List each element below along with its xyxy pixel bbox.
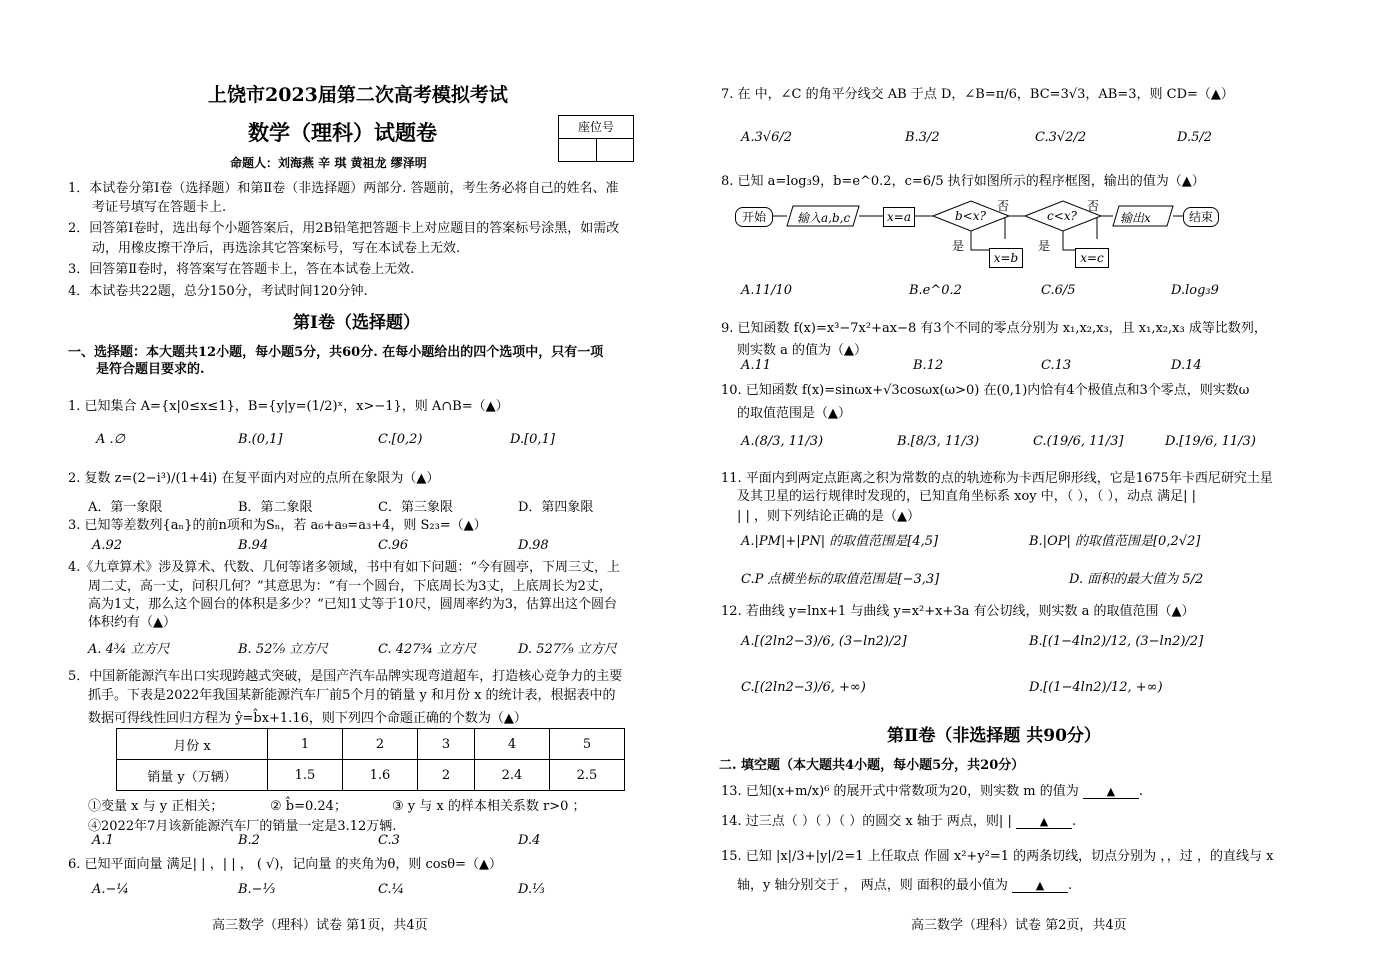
flow-output: 输出x bbox=[1120, 211, 1151, 225]
flow-no-1: 否 bbox=[997, 199, 1010, 213]
exam-title: 上饶市2023届第二次高考模拟考试 bbox=[208, 84, 508, 106]
q5-prop2: ② b̂=0.24； bbox=[270, 799, 347, 814]
seat-label: 座位号 bbox=[559, 116, 633, 139]
part2-instr: 二. 填空题（本大题共4小题，每小题5分，共20分） bbox=[719, 758, 1025, 773]
footer-left: 高三数学（理科）试卷 第1页，共4页 bbox=[212, 918, 428, 933]
q7-stem: 7. 在 中，∠C 的角平分线交 AB 于点 D，∠B=π/6，BC=3√3，AB=3，则 CD=（▲） bbox=[721, 87, 1234, 102]
q5-opt-c: C.3 bbox=[378, 833, 400, 848]
month-cell: 3 bbox=[418, 729, 475, 760]
q7-opt-b: B.3/2 bbox=[905, 130, 940, 145]
month-cell: 1 bbox=[268, 729, 343, 760]
q9-opt-c: C.13 bbox=[1041, 358, 1072, 373]
q10-line2: 的取值范围是（▲） bbox=[737, 406, 851, 421]
authors: 命题人：刘海燕 辛 琪 黄祖龙 缪泽明 bbox=[230, 156, 427, 170]
q4-line1: 4.《九章算术》涉及算术、代数、几何等诸多领域，书中有如下问题：“今有圆亭，下周三丈，上 bbox=[68, 560, 621, 575]
flow-no-2: 否 bbox=[1087, 199, 1100, 213]
flow-yes-1: 是 bbox=[952, 239, 965, 253]
q4-opt-a: A. 4¾ 立方尺 bbox=[88, 642, 170, 657]
q6-opt-c: C.¼ bbox=[378, 882, 405, 897]
q1-opt-a: A .∅ bbox=[96, 432, 125, 447]
q5-prop3: ③ y 与 x 的样本相关系数 r>0 ； bbox=[392, 799, 586, 814]
q12-opt-c: C.[(2ln2−3)/6, +∞) bbox=[741, 680, 866, 695]
sales-cell: 2.4 bbox=[475, 760, 550, 791]
q12-opt-b: B.[(1−4ln2)/12, (3−ln2)/2] bbox=[1029, 634, 1204, 649]
q14-end: . bbox=[1071, 814, 1077, 829]
flow-yes-2: 是 bbox=[1038, 239, 1051, 253]
q14-stem: 14. 过三点（ ）（ ）（ ）的圆交 x 轴于 两点，则| | bbox=[721, 814, 1012, 829]
q4-line3: 高为1丈，那么这个圆台的体积是多少？”已知1丈等于10尺，圆周率约为3，估算出这个圆台 bbox=[88, 597, 618, 612]
q1-opt-c: C.[0,2) bbox=[378, 432, 423, 447]
q10-opt-d: D.[19/6, 11/3) bbox=[1165, 434, 1256, 449]
q11-opt-b: B.|OP| 的取值范围是[0,2√2] bbox=[1029, 534, 1201, 549]
q5-opt-d: D.4 bbox=[518, 833, 541, 848]
sales-cell: 2 bbox=[418, 760, 475, 791]
q12-opt-a: A.[(2ln2−3)/6, (3−ln2)/2] bbox=[741, 634, 907, 649]
q15-line1: 15. 已知 |x|/3+|y|/2=1 上任取点 作圆 x²+y²=1 的两条切线，切点分别为 ，，过 ，的直线与 x bbox=[721, 849, 1274, 864]
q8-opt-a: A.11/10 bbox=[741, 283, 792, 298]
q12-stem: 12. 若曲线 y=lnx+1 与曲线 y=x²+x+3a 有公切线，则实数 a 的取值范围（▲） bbox=[721, 604, 1195, 619]
q9-line2: 则实数 a 的值为（▲） bbox=[737, 343, 868, 358]
q5-opt-a: A.1 bbox=[92, 833, 114, 848]
flow-input: 输入a,b,c bbox=[797, 211, 851, 225]
q5-opt-b: B.2 bbox=[238, 833, 260, 848]
q15-end: . bbox=[1068, 878, 1073, 893]
q8-opt-d: D.log₃9 bbox=[1171, 283, 1219, 298]
part2-title: 第Ⅱ卷（非选择题 共90分） bbox=[887, 726, 1101, 746]
month-header: 月份 x bbox=[117, 729, 268, 760]
q6-opt-b: B.−⅓ bbox=[238, 882, 276, 897]
flow-set-c: x=c bbox=[1075, 248, 1109, 268]
q9-line1: 9. 已知函数 f(x)=x³−7x²+ax−8 有3个不同的零点分别为 x₁,x₂,x₃，且 x₁,x₂,x₃ 成等比数列， bbox=[721, 321, 1267, 336]
q5-line2: 抓手。下表是2022年我国某新能源汽车厂前5个月的销量 y 和月份 x 的统计表，根据表中的 bbox=[88, 688, 616, 703]
flow-set-b: x=b bbox=[989, 248, 1023, 268]
part1-instr1: 一、选择题：本大题共12小题，每小题5分，共60分. 在每小题给出的四个选项中，只有一项 bbox=[68, 345, 604, 360]
sales-header: 销量 y（万辆） bbox=[117, 760, 268, 791]
q5-line3: 数据可得线性回归方程为 ŷ=b̂x+1.16，则下列四个命题正确的个数为（▲） bbox=[88, 711, 527, 726]
q11-line3: | | ，则下列结论正确的是（▲） bbox=[737, 509, 921, 524]
q13-stem: 13. 已知(x+m/x)⁶ 的展开式中常数项为20，则实数 m 的值为 bbox=[721, 784, 1079, 799]
q6-opt-a: A.−¼ bbox=[92, 882, 130, 897]
paper-title: 数学（理科）试题卷 bbox=[248, 120, 437, 145]
q2-opt-c: C．第三象限 bbox=[378, 500, 453, 515]
q15-line2: 轴，y 轴分别交于 ， 两点，则 面积的最小值为 bbox=[737, 878, 1008, 893]
seat-divider bbox=[596, 139, 597, 161]
table-row bbox=[117, 729, 625, 760]
q2-stem: 2. 复数 z=(2−i³)/(1+4i) 在复平面内对应的点所在象限为（▲） bbox=[68, 471, 440, 486]
note-1b: 考证号填写在答题卡上. bbox=[92, 200, 227, 215]
q5-line1: 5．中国新能源汽车出口实现跨越式突破，是国产汽车品牌实现弯道超车，打造核心竞争力的主要 bbox=[68, 669, 623, 684]
note-2a: 2．回答第Ⅰ卷时，选出每个小题答案后，用2B铅笔把答题卡上对应题目的答案标号涂黑，如需改 bbox=[68, 221, 620, 236]
q11-opt-d: D. 面积的最大值为 5/2 bbox=[1069, 572, 1204, 587]
q15-blank: ▲ bbox=[1012, 879, 1068, 893]
q15-line2-wrap bbox=[737, 874, 1072, 893]
note-1a: 1．本试卷分第Ⅰ卷（选择题）和第Ⅱ卷（非选择题）两部分. 答题前，考生务必将自己的姓名、准 bbox=[68, 181, 619, 196]
sales-cell: 2.5 bbox=[550, 760, 625, 791]
q3-stem: 3. 已知等差数列{aₙ}的前n项和为Sₙ，若 a₆+a₉=a₃+4，则 S₂₃=（▲） bbox=[68, 518, 487, 533]
q11-opt-a: A.|PM|+|PN| 的取值范围是[4,5] bbox=[741, 534, 939, 549]
q3-opt-b: B.94 bbox=[238, 538, 269, 553]
flow-end: 结束 bbox=[1183, 207, 1219, 227]
q11-line1: 11. 平面内到两定点距离之积为常数的点的轨迹称为卡西尼卵形线，它是1675年卡西尼研究土星 bbox=[721, 471, 1273, 486]
q4-line4: 体积约有（▲） bbox=[88, 615, 176, 630]
q11-line2: 及其卫星的运行规律时发现的，已知直角坐标系 xoy 中，（ ），（ ），动点 满足| | bbox=[737, 489, 1197, 504]
note-4: 4．本试卷共22题，总分150分，考试时间120分钟. bbox=[68, 284, 368, 299]
q3-opt-d: D.98 bbox=[518, 538, 549, 553]
q2-opt-d: D．第四象限 bbox=[518, 500, 594, 515]
sales-cell: 1.6 bbox=[343, 760, 418, 791]
note-3: 3．回答第Ⅱ卷时，将答案写在答题卡上，答在本试卷上无效. bbox=[68, 262, 415, 277]
q8-opt-b: B.e^0.2 bbox=[909, 283, 962, 298]
q7-opt-d: D.5/2 bbox=[1177, 130, 1213, 145]
q13 bbox=[721, 780, 1143, 799]
q10-opt-a: A.(8/3, 11/3) bbox=[741, 434, 824, 449]
q3-opt-a: A.92 bbox=[92, 538, 123, 553]
month-cell: 5 bbox=[550, 729, 625, 760]
q3-opt-c: C.96 bbox=[378, 538, 409, 553]
q13-blank: ▲ bbox=[1083, 785, 1139, 799]
q11-opt-c: C.P 点横坐标的取值范围是[−3,3] bbox=[741, 572, 940, 587]
q4-opt-c: C. 427¾ 立方尺 bbox=[378, 642, 477, 657]
q9-opt-a: A.11 bbox=[741, 358, 772, 373]
q6-stem: 6. 已知平面向量 满足| | ，| | ， ( √)，记向量 的夹角为θ，则 cosθ=（▲） bbox=[68, 857, 502, 872]
q9-opt-b: B.12 bbox=[913, 358, 944, 373]
flow-cond1: b<x? bbox=[955, 209, 986, 223]
q8-stem: 8. 已知 a=log₃9，b=e^0.2，c=6/5 执行如图所示的程序框图，输出的值为（▲） bbox=[721, 174, 1205, 189]
q7-opt-a: A.3√6/2 bbox=[741, 130, 792, 145]
flow-assign: x=a bbox=[883, 207, 915, 227]
q1-opt-b: B.(0,1] bbox=[238, 432, 283, 447]
seat-number-box bbox=[558, 115, 634, 162]
q12-opt-d: D.[(1−4ln2)/12, +∞) bbox=[1029, 680, 1163, 695]
q2-opt-a: A．第一象限 bbox=[88, 500, 163, 515]
q14-blank: ▲ bbox=[1016, 815, 1072, 829]
q1-stem: 1. 已知集合 A={x|0≤x≤1}，B={y|y=(1/2)ˣ，x>−1}，则 A∩B=（▲） bbox=[68, 399, 509, 414]
table-row bbox=[117, 760, 625, 791]
q1-opt-d: D.[0,1] bbox=[510, 432, 555, 447]
q7-opt-c: C.3√2/2 bbox=[1035, 130, 1087, 145]
q5-prop4: ④2022年7月该新能源汽车厂的销量一定是3.12万辆. bbox=[88, 819, 397, 834]
flow-cond2: c<x? bbox=[1047, 209, 1077, 223]
q10-opt-c: C.(19/6, 11/3] bbox=[1033, 434, 1124, 449]
sales-cell: 1.5 bbox=[268, 760, 343, 791]
footer-right: 高三数学（理科）试卷 第2页，共4页 bbox=[911, 918, 1127, 933]
part1-title: 第Ⅰ卷（选择题） bbox=[293, 313, 420, 333]
q5-table bbox=[116, 728, 625, 791]
right-page bbox=[715, 0, 1315, 972]
note-2b: 动，用橡皮擦干净后，再选涂其它答案标号，写在本试卷上无效. bbox=[92, 241, 461, 256]
q8-opt-c: C.6/5 bbox=[1041, 283, 1076, 298]
q5-prop1: ①变量 x 与 y 正相关； bbox=[88, 799, 224, 814]
q13-end: . bbox=[1138, 784, 1143, 799]
month-cell: 4 bbox=[475, 729, 550, 760]
q6-opt-d: D.⅓ bbox=[518, 882, 545, 897]
left-page bbox=[60, 0, 670, 972]
flow-start: 开始 bbox=[735, 207, 773, 227]
q10-opt-b: B.[8/3, 11/3) bbox=[897, 434, 980, 449]
q4-opt-b: B. 52⁷⁄₉ 立方尺 bbox=[238, 642, 329, 657]
q10-line1: 10. 已知函数 f(x)=sinωx+√3cosωx(ω>0) 在(0,1)内恰有4个极值点和3个零点，则实数ω bbox=[721, 383, 1250, 398]
part1-instr2: 是符合题目要求的. bbox=[96, 362, 205, 377]
q14 bbox=[721, 810, 1076, 829]
month-cell: 2 bbox=[343, 729, 418, 760]
q4-opt-d: D. 527⁷⁄₉ 立方尺 bbox=[518, 642, 617, 657]
q2-opt-b: B．第二象限 bbox=[238, 500, 313, 515]
q9-opt-d: D.14 bbox=[1171, 358, 1202, 373]
q4-line2: 周二丈，高一丈，问积几何？”其意思为：“有一个圆台，下底周长为3丈，上底周长为2丈， bbox=[88, 579, 612, 594]
